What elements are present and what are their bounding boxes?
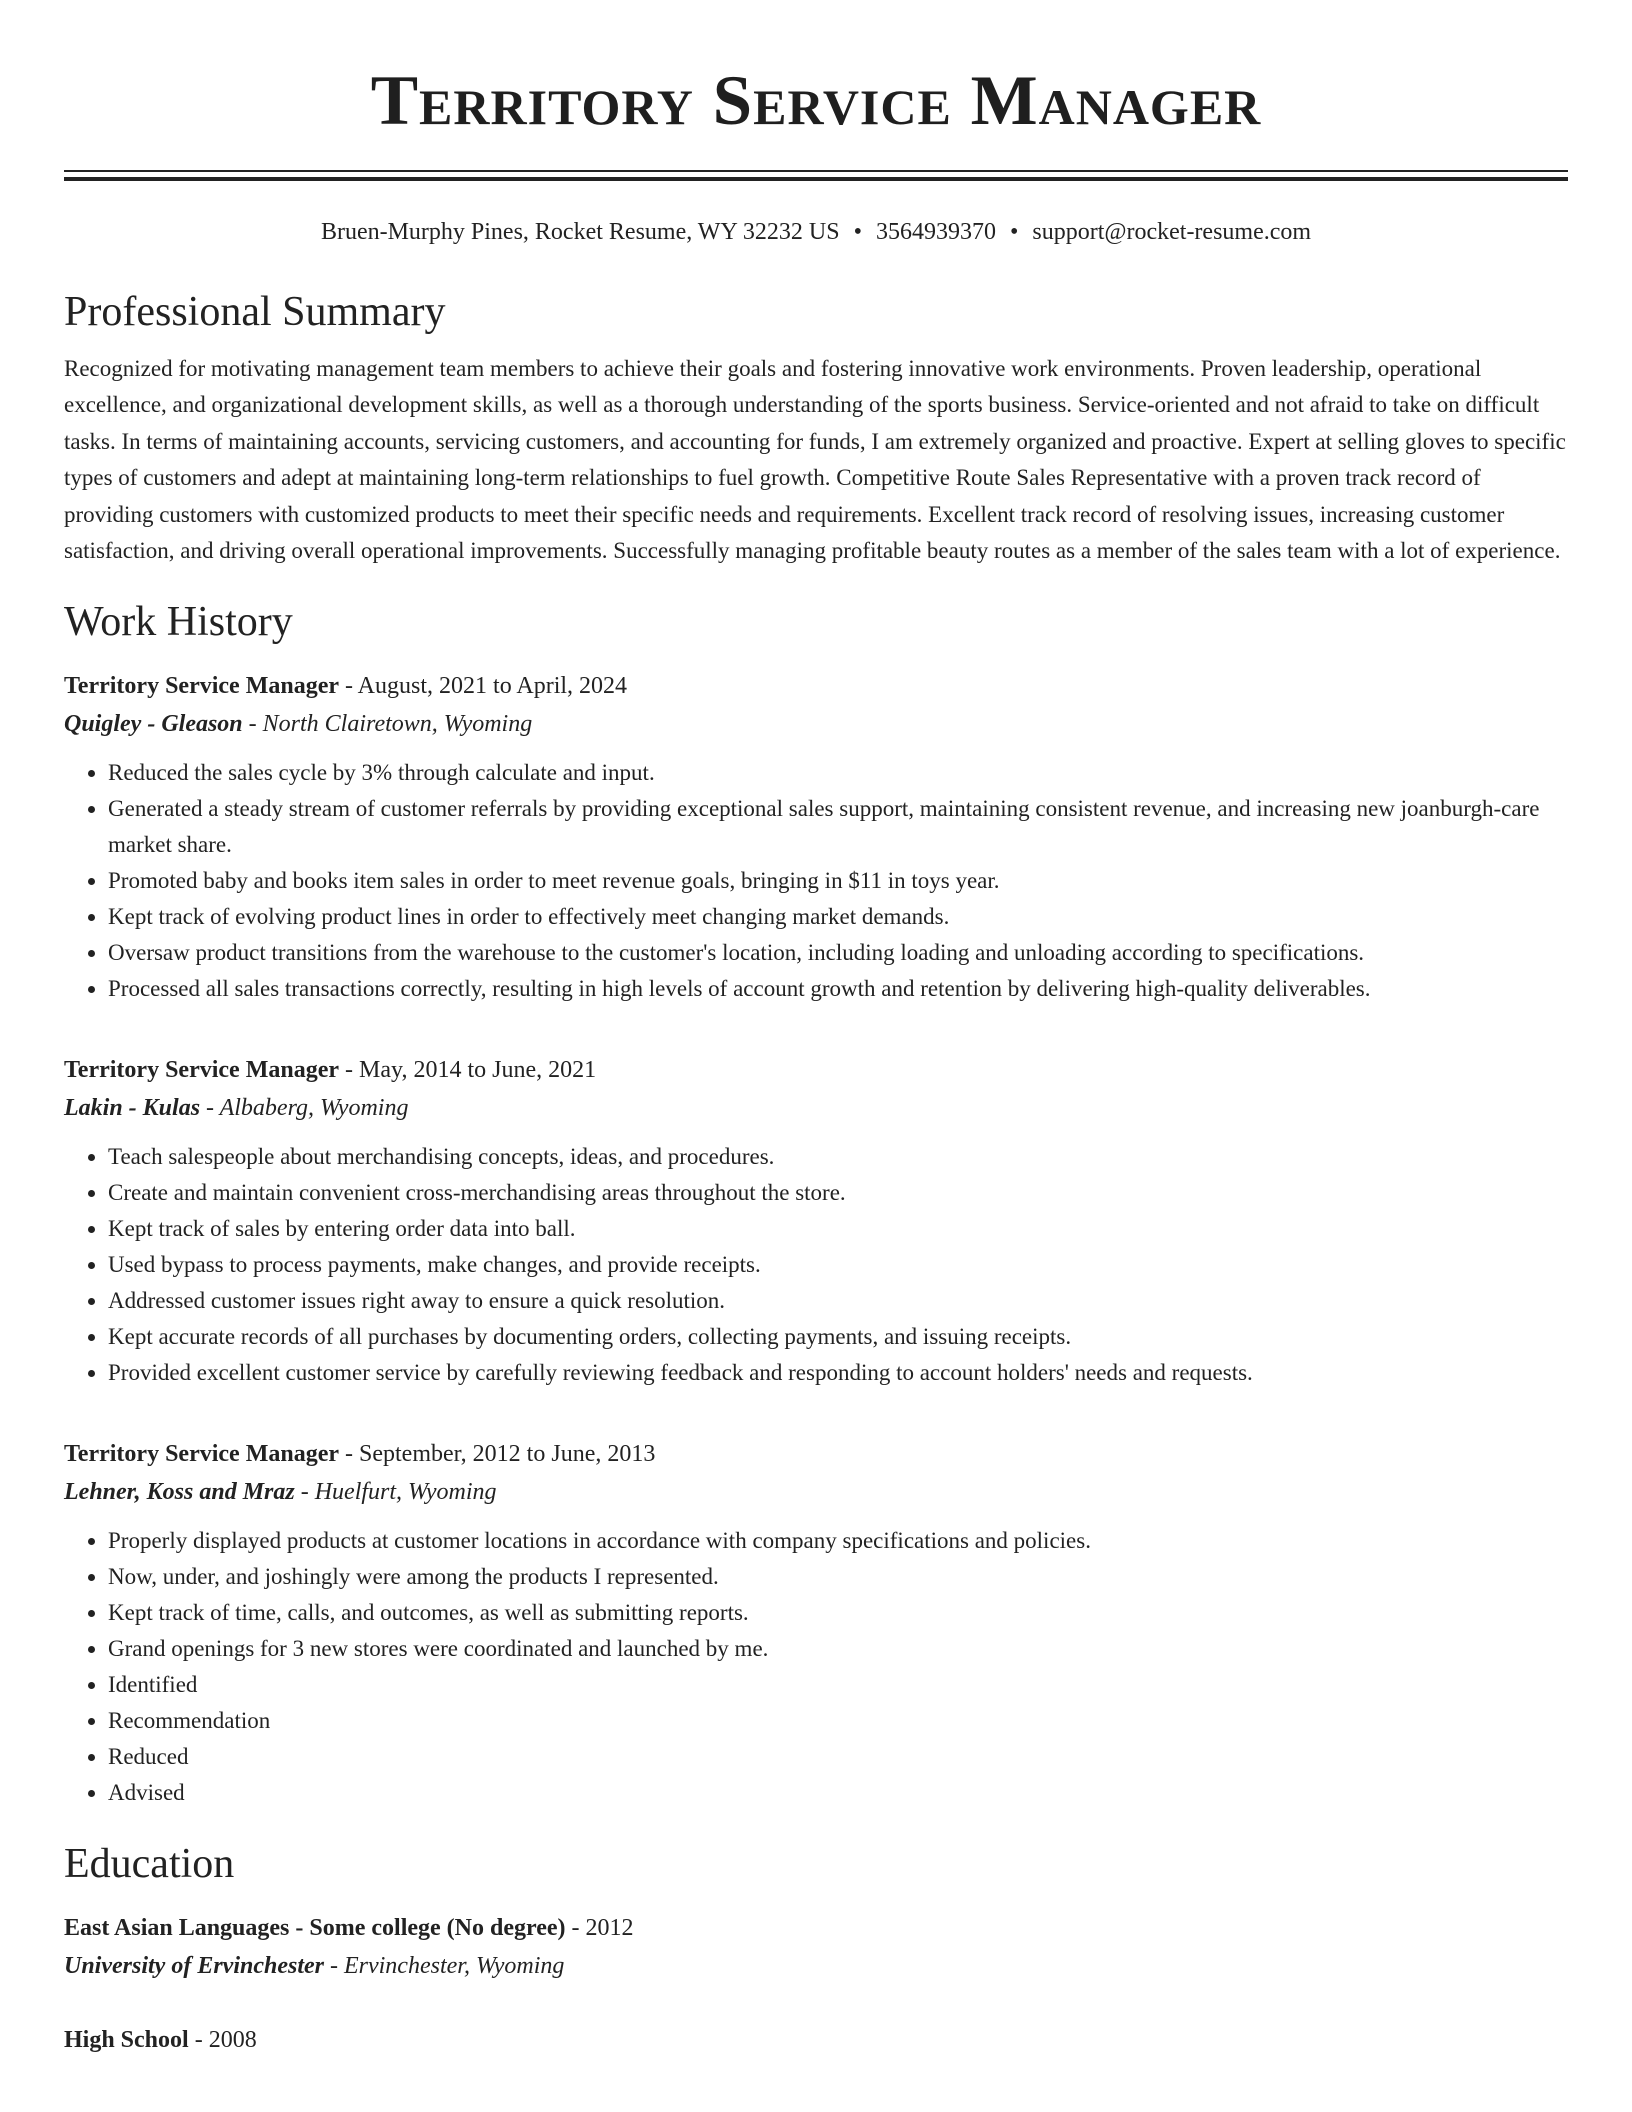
job-role: Territory Service Manager	[64, 673, 340, 700]
education-school: University of Ervinchester	[64, 1953, 324, 1980]
list-item: • Promoted baby and books item sales in order to meet revenue goals, bringing in $11 in toys year.	[108, 863, 1568, 899]
list-item: • Kept track of sales by entering order data into ball.	[108, 1211, 1568, 1247]
list-item: • Reduced the sales cycle by 3% through calculate and input.	[108, 755, 1568, 791]
list-item: • Provided excellent customer service by carefully reviewing feedback and responding to account holders' needs and requests.	[108, 1355, 1568, 1391]
job-company: Quigley - Gleason	[64, 711, 243, 738]
resume-name: Territory Service Manager	[370, 62, 1262, 140]
list-item: • Addressed customer issues right away to ensure a quick resolution.	[108, 1283, 1568, 1319]
education-year: - 2008	[188, 2027, 257, 2054]
list-item: • Reduced	[108, 1739, 1568, 1775]
list-item: • Identified	[108, 1667, 1568, 1703]
job-company: Lehner, Koss and Mraz	[64, 1479, 295, 1506]
job-entry	[64, 1051, 1568, 1391]
education-location: - Ervinchester, Wyoming	[323, 1953, 565, 1980]
contact-phone: 3564939370	[875, 219, 996, 245]
list-item: • Oversaw product transitions from the warehouse to the customer's location, including loading and unloading according to specifications.	[108, 935, 1568, 971]
job-header	[64, 1435, 1568, 1473]
list-item: • Teach salespeople about merchandising concepts, ideas, and procedures.	[108, 1139, 1568, 1175]
education-header	[64, 1909, 1568, 1947]
list-item: • Generated a steady stream of customer referrals by providing exceptional sales support, maintaining consistent revenue, and increasing new joanburgh-care market share.	[108, 791, 1568, 863]
list-item: • Kept track of time, calls, and outcomes, as well as submitting reports.	[108, 1595, 1568, 1631]
job-company-line	[64, 1089, 1568, 1127]
job-bullets	[64, 1139, 1568, 1391]
education-entry	[64, 2021, 1568, 2059]
contact-separator: •	[853, 219, 862, 245]
contact-separator: •	[1009, 219, 1019, 245]
summary-heading: Professional Summary	[64, 289, 446, 335]
education-year: - 2012	[565, 1915, 634, 1942]
job-dates: - May, 2014 to June, 2021	[339, 1057, 597, 1084]
contact-line	[64, 217, 1568, 247]
list-item: • Grand openings for 3 new stores were coordinated and launched by me.	[108, 1631, 1568, 1667]
list-item: • Now, under, and joshingly were among the products I represented.	[108, 1559, 1568, 1595]
education-degree: High School	[64, 2027, 189, 2054]
list-item: • Kept track of evolving product lines in order to effectively meet changing market demands.	[108, 899, 1568, 935]
job-bullets	[64, 1523, 1568, 1811]
education-header	[64, 2021, 1568, 2059]
job-location: - Albaberg, Wyoming	[200, 1095, 409, 1122]
header-divider	[64, 170, 1568, 181]
list-item: • Kept accurate records of all purchases by documenting orders, collecting payments, and issuing receipts.	[108, 1319, 1568, 1355]
list-item: • Processed all sales transactions correctly, resulting in high levels of account growth and retention by delivering high-quality deliverables.	[108, 971, 1568, 1007]
education-school-line	[64, 1947, 1568, 1985]
job-company: Lakin - Kulas	[64, 1095, 201, 1122]
list-item: • Used bypass to process payments, make changes, and provide receipts.	[108, 1247, 1568, 1283]
list-item: • Properly displayed products at customer locations in accordance with company specifications and policies.	[108, 1523, 1568, 1559]
job-header	[64, 1051, 1568, 1089]
job-entry	[64, 1435, 1568, 1811]
list-item: • Recommendation	[108, 1703, 1568, 1739]
education-entry	[64, 1909, 1568, 1985]
work-history-heading: Work History	[64, 599, 293, 646]
contact-address: Bruen-Murphy Pines, Rocket Resume, WY 32232 US	[320, 219, 840, 245]
job-entry	[64, 667, 1568, 1007]
education-heading: Education	[64, 1841, 235, 1888]
job-dates: - August, 2021 to April, 2024	[339, 673, 628, 700]
job-role: Territory Service Manager	[64, 1441, 340, 1468]
job-location: - North Clairetown, Wyoming	[242, 711, 533, 738]
list-item: • Advised	[108, 1775, 1568, 1811]
job-bullets	[64, 755, 1568, 1007]
job-role: Territory Service Manager	[64, 1057, 340, 1084]
summary-text: Recognized for motivating management team members to achieve their goals and fostering innovative work environments. Proven leadership, operational excellence, and organizational development skills, as well as a thorough understanding of the sports business. Service-oriented and not afraid to take on difficult tasks. In terms of maintaining accounts, servicing customers, and accounting for funds, I am extremely organized and proactive. Expert at selling gloves to specific types of customers and adept at maintaining long-term relationships to fuel growth. Competitive Route Sales Representative with a proven track record of providing customers with customized products to meet their specific needs and requirements. Excellent track record of resolving issues, increasing customer satisfaction, and driving overall operational improvements. Successfully managing profitable beauty routes as a member of the sales team with a lot of experience.	[64, 356, 1566, 564]
education-degree: East Asian Languages - Some college (No degree)	[64, 1915, 566, 1942]
job-dates: - September, 2012 to June, 2013	[339, 1441, 656, 1468]
job-company-line	[64, 705, 1568, 743]
list-item: • Create and maintain convenient cross-merchandising areas throughout the store.	[108, 1175, 1568, 1211]
job-location: - Huelfurt, Wyoming	[294, 1479, 497, 1506]
contact-email: support@rocket-resume.com	[1032, 219, 1312, 245]
job-company-line	[64, 1473, 1568, 1511]
job-header	[64, 667, 1568, 705]
